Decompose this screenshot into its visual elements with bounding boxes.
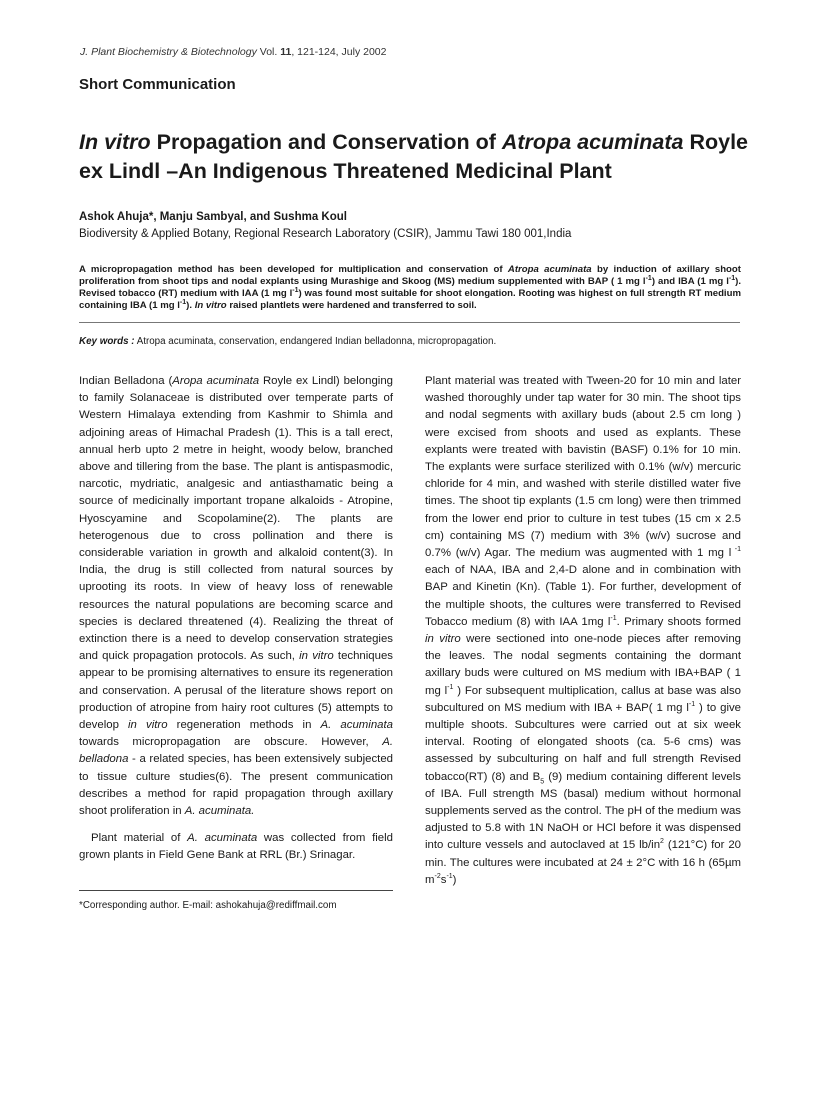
footnote-divider [79,890,393,891]
abstract-superscript: -1 [645,274,652,282]
text: ) to give multiple shoots. Subcultures were carried out at six week interval. Rooting of elongated shoots (ca. 5-6 cms) was assessed by subculturing on half and full strength Revised tobacco(RT) (8) and B [425,701,741,783]
abstract-text: ). [186,300,195,311]
volume-number: 11 [280,46,292,58]
volume-prefix: Vol. [259,46,278,58]
text: . Primary shoots formed [616,615,742,628]
abstract-text: ). Revised tobacco (RT) medium with IAA (1 mg l [79,276,741,299]
subscript: 5 [540,777,545,785]
authors: Ashok Ahuja*, Manju Sambyal, and Sushma Koul [79,211,347,223]
keywords-rest: , conservation, endangered Indian belladonna, micropropagation. [213,336,497,347]
text: Royle ex Lindl) belonging to family Solanaceae is distributed over temperate parts of Western Himalaya extending from Kashmir to Shimla and adjoining areas of Himachal Pradesh (1). This is a tall erect, annual herb upto 2 metre in height, woody below, branched above and tillering from the base. The plant is antispasmodic, narcotic, mydriatic, analgesic and antiasthamatic being a source of medicinally important tropane alkaloids - Atropine, Hyoscyamine and Scopolamine(2). The plants are heterogenous due to cross pollination and there is considerable variation in growth and alkaloid content(3). In India, the drug is still collected from natural sources by uprooting its roots. In view of heavy loss of renewable resources the natural populations are becoming scarce and species is declared threatened (4). Realizing the threat of extinction there is a need to develop conservation strategies and quick propagation protocols. As such, [79,375,393,663]
pages-date: , 121-124, July 2002 [291,46,387,58]
abstract-superscript: -1 [728,274,736,282]
title-italic-2: Atropa acuminata [501,130,684,154]
paragraph [79,830,393,864]
superscript: -1 [447,683,454,691]
text: techniques appear to be promising alternatives to ensure its regeneration and conservation. A perusal of the literature shows report on production of atropine from hairy root cultures (5) attempts to develop [79,650,393,732]
abstract-text: ) was found most suitable for shoot elongation. Rooting was highest on full strength RT medium containing IBA (1 mg l [79,288,741,311]
abstract-text: ) and IBA (1 mg l [651,276,729,287]
title-part-2: Propagation and Conservation of [150,130,502,154]
text: s [440,873,447,886]
text: were sectioned into one-node pieces after removing the leaves. The nodal segments containing the dormant axillary buds were cultured on MS medium with IBA+BAP ( 1 mg l [425,633,741,697]
superscript: 2 [660,838,664,846]
abstract-text: by induction of axillary shoot proliferation from shoot tips and nodal explants using Murashige and Skoog (MS) medium supplemented with BAP ( 1 mg l [79,264,741,287]
superscript: -1 [610,615,617,623]
journal-name: J. Plant Biochemistry & Biotechnology [80,46,257,58]
text: was collected from field grown plants in Field Gene Bank at RRL (Br.) Srinagar. [79,832,393,862]
keywords-italic: Atropa acuminata [134,336,214,347]
abstract-italic: In vitro [194,300,227,311]
italic-text: in vitro [128,719,168,732]
left-column [79,373,393,865]
italic-text: A. acuminata. [184,805,255,818]
text: towards micropropagation are obscure. However, [79,736,383,749]
abstract [79,264,741,312]
journal-citation [80,46,386,58]
text: (121°C) for 20 min. The cultures were incubated at 24 ± 2°C with 16 h (65µm m [425,839,741,886]
superscript: -2 [434,873,441,881]
italic-text: Aropa acuminata [172,375,260,387]
text: ) For subsequent multiplication, callus at base was also subcultured on MS medium with IBA + BAP( 1 mg l [425,684,741,714]
text: each of NAA, IBA and 2,4-D alone and in combination with BAP and Kinetin (Kn). (Table 1). For further, development of the multiple shoots, the cultures were transferred to Revised Tobacco medium (8) with IAA 1mg l [425,564,741,628]
text: Plant material was treated with Tween-20 for 10 min and later washed thoroughly under tap water for 30 min. The shoot tips and nodal segments with axillary buds (about 2.5 cm long ) were excised from shoots and used as explants. These explants were treated with bavistin (BASF) 0.1% for 10 min. The explants were surface sterilized with 0.1% (w/v) mercuric chloride for 4 min, and washed with sterile distilled water five times. The shoot tip explants (1.5 cm long) were then trimmed from the lower end prior to culture in test tubes (15 cm x 2.5 cm) containing MS (7) medium with 3% (w/v) sucrose and 0.7% (w/v) Agar. The medium was augmented with 1 mg l [425,375,741,560]
italic-text: A. acuminata [187,832,258,845]
paragraph [425,373,741,889]
section-label: Short Communication [79,76,236,93]
superscript: -1 [446,873,453,881]
superscript: -1 [731,546,742,554]
title-italic-1: In vitro [79,130,151,154]
text: (9) medium containing different levels of IBA. Full strength MS (basal) medium without hormonal supplements served as the control. The pH of the medium was adjusted to 5.8 with 1N NaOH or HCl before it was dispensed into culture vessels and autoclaved at 15 lb/in [425,770,741,852]
keywords [79,336,496,347]
text: Indian Belladona ( [79,375,173,387]
abstract-superscript: -1 [292,286,299,294]
abstract-divider [79,322,740,323]
text: - a related species, has been extensively subjected to tissue culture studies(6). The present communication describes a method for rapid propagation through axillary shoot proliferation in [79,753,393,818]
italic-text: A. belladona [79,736,393,766]
italic-text: in vitro [425,633,461,646]
text: Plant material of [91,832,188,845]
text: regeneration methods in [167,719,321,732]
right-column [425,373,741,889]
keywords-label: Key words : [79,336,135,347]
affiliation: Biodiversity & Applied Botany, Regional Research Laboratory (CSIR), Jammu Tawi 180 001,India [79,228,572,240]
abstract-italic: Atropa acuminata [507,264,592,275]
abstract-superscript: -1 [179,298,187,306]
article-title [79,128,759,186]
italic-text: in vitro [299,650,334,663]
superscript: -1 [688,701,696,709]
text: ) [452,873,457,886]
abstract-text: A micropropagation method has been developed for multiplication and conservation of [79,264,508,275]
abstract-text: raised plantlets were hardened and transferred to soil. [226,300,477,311]
italic-text: A. acuminata [320,719,393,732]
paragraph [79,373,393,820]
footnote: *Corresponding author. E-mail: ashokahuja@rediffmail.com [79,900,337,911]
title-part-3: Royle ex Lindl –An Indigenous Threatened Medicinal Plant [79,130,749,183]
